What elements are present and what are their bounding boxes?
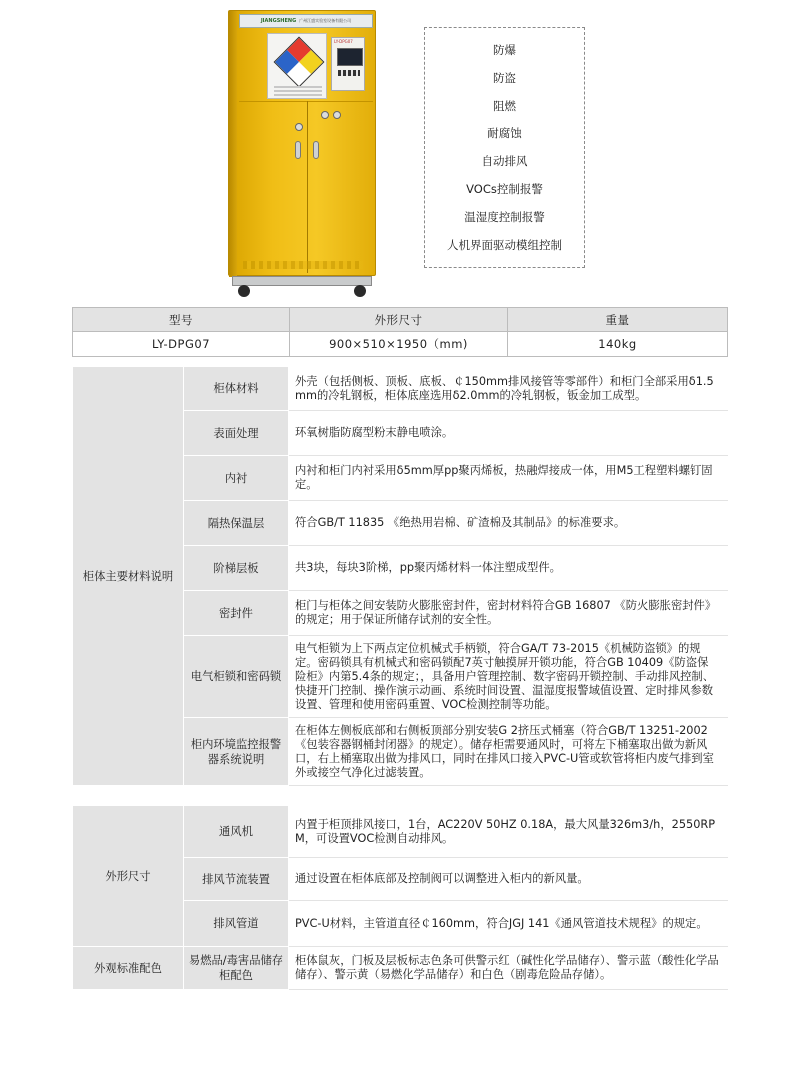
row-description: 环氧树脂防腐型粉末静电喷涂。 [289,411,728,456]
feature-list [425,37,584,259]
row-label: 内衬 [184,456,289,501]
row-label: 电气柜锁和密码锁 [184,636,289,718]
cabinet-image [228,10,376,300]
cabinet-base [232,276,372,286]
row-description: 电气柜锁为上下两点定位机械式手柄锁，符合GA/T 73-2015《机械防盗锁》的规定。密码锁具有机械式和密码锁配7英寸触摸屏开锁功能，符合GB 10409《防盗保险柜》内第5.4条的规定；，具备用户管理控制、数字密码开锁控制、手动排风控制、快捷开门控制、操作演示动画、系统时间设置、温湿度报警域值设置、定时排风参数设置、管理和使用密码重置、VOC检测控制等功能。 [289,636,728,718]
row-label: 排风节流装置 [184,858,289,901]
hmi-model-tag: LY-DPG07 [334,39,353,44]
row-description: 符合GB/T 11835 《绝热用岩棉、矿渣棉及其制品》的标准要求。 [289,501,728,546]
table-row [73,947,728,990]
cabinet-body [228,10,376,276]
key-lock-icon [321,111,329,119]
cabinet-brand-tag: JIANGSHENG [260,17,297,24]
caster-wheel-icon [354,285,366,297]
feature-item: 人机界面驱动模组控制 [447,237,562,252]
caster-wheel-icon [238,285,250,297]
cabinet-top-label [239,14,373,28]
materials-table [72,366,728,786]
row-label: 阶梯层板 [184,546,289,591]
spec-table [72,307,728,357]
row-label: 柜内环境监控报警器系统说明 [184,718,289,786]
row-label: 易燃品/毒害品储存柜配色 [184,947,289,990]
table-row [73,367,728,411]
label-text-lines [274,86,322,98]
row-label: 表面处理 [184,411,289,456]
row-description: 内衬和柜门内衬采用δ5mm厚pp聚丙烯板，热融焊接成一体，用M5工程塑料螺钉固定。 [289,456,728,501]
materials-category: 柜体主要材料说明 [73,367,184,786]
key-lock-icon [295,123,303,131]
door-handle-right [313,141,319,159]
nfpa-diamond-icon [274,37,325,88]
table-row [73,806,728,858]
row-description: 共3块，每块3阶梯，pp聚丙烯材料一体注塑成型件。 [289,546,728,591]
cabinet-company-tag: 广州江盛实验室设备有限公司 [299,18,352,23]
feature-item: 阻燃 [493,98,516,113]
header-weight: 重量 [508,308,728,332]
header-model: 型号 [73,308,290,332]
row-description: 内置于柜顶排风接口，1台，AC220V 50HZ 0.18A，最大风量326m3/h，2550RPM，可设置VOC检测自动排风。 [289,806,728,858]
row-label: 密封件 [184,591,289,636]
row-label: 隔热保温层 [184,501,289,546]
appearance-category: 外观标准配色 [73,947,184,990]
value-weight: 140kg [508,332,728,357]
hmi-buttons [338,70,360,76]
hazard-label-plate [267,33,327,99]
dimensions-category: 外形尺寸 [73,806,184,947]
door-split-line [239,101,373,102]
feature-item: 防爆 [493,43,516,57]
dimensions-table [72,805,728,990]
row-description: 柜体鼠灰，门板及层板标志色条可供警示红（碱性化学品储存）、警示蓝（酸性化学品储存）、警示黄（易燃化学品储存）和白色（剧毒危险品存储）。 [289,947,728,990]
cabinet-side-panel [229,11,237,277]
value-dimensions: 900×510×1950（mm) [290,332,508,357]
key-lock-icon [333,111,341,119]
header-dimensions: 外形尺寸 [290,308,508,332]
feature-item: 自动排风 [481,154,528,169]
value-model: LY-DPG07 [73,332,290,357]
feature-item: 耐腐蚀 [487,126,522,141]
row-description: 外壳（包括侧板、顶板、底板、￠150mm排风接管等零部件）和柜门全部采用δ1.5mm的冷轧钢板，柜体底座选用δ2.0mm的冷轧钢板，钣金加工成型。 [289,367,728,411]
feature-item: 温湿度控制报警 [464,209,545,224]
feature-item: VOCs控制报警 [466,181,543,196]
row-description: 在柜体左侧板底部和右侧板顶部分别安装G 2挤压式桶塞（符合GB/T 13251-2002《包装容器钢桶封闭器》的规定）。储存柜需要通风时，可将左下桶塞取出做为新风口，右上桶塞取出做为排风口，同时在排风口接入PVC-U管或软管将柜内废气排到室外或接空气净化过滤装置。 [289,718,728,786]
door-handle-left [295,141,301,159]
row-description: 柜门与柜体之间安装防火膨胀密封件，密封材料符合GB 16807 《防火膨胀密封件》的规定；用于保证所储存试剂的安全性。 [289,591,728,636]
spec-value-row [73,332,728,357]
bottom-vent [243,261,363,269]
row-description: PVC-U材料，主管道直径￠160mm，符合JGJ 141《通风管道技术规程》的规定。 [289,901,728,947]
row-label: 柜体材料 [184,367,289,411]
feature-box [424,27,585,268]
feature-item: 防盗 [493,70,516,85]
row-description: 通过设置在柜体底部及控制阀可以调整进入柜内的新风量。 [289,858,728,901]
hmi-control-panel [331,37,365,91]
spec-header-row [73,308,728,332]
touch-screen [337,48,363,66]
row-label: 排风管道 [184,901,289,947]
door-seam [307,101,308,273]
row-label: 通风机 [184,806,289,858]
